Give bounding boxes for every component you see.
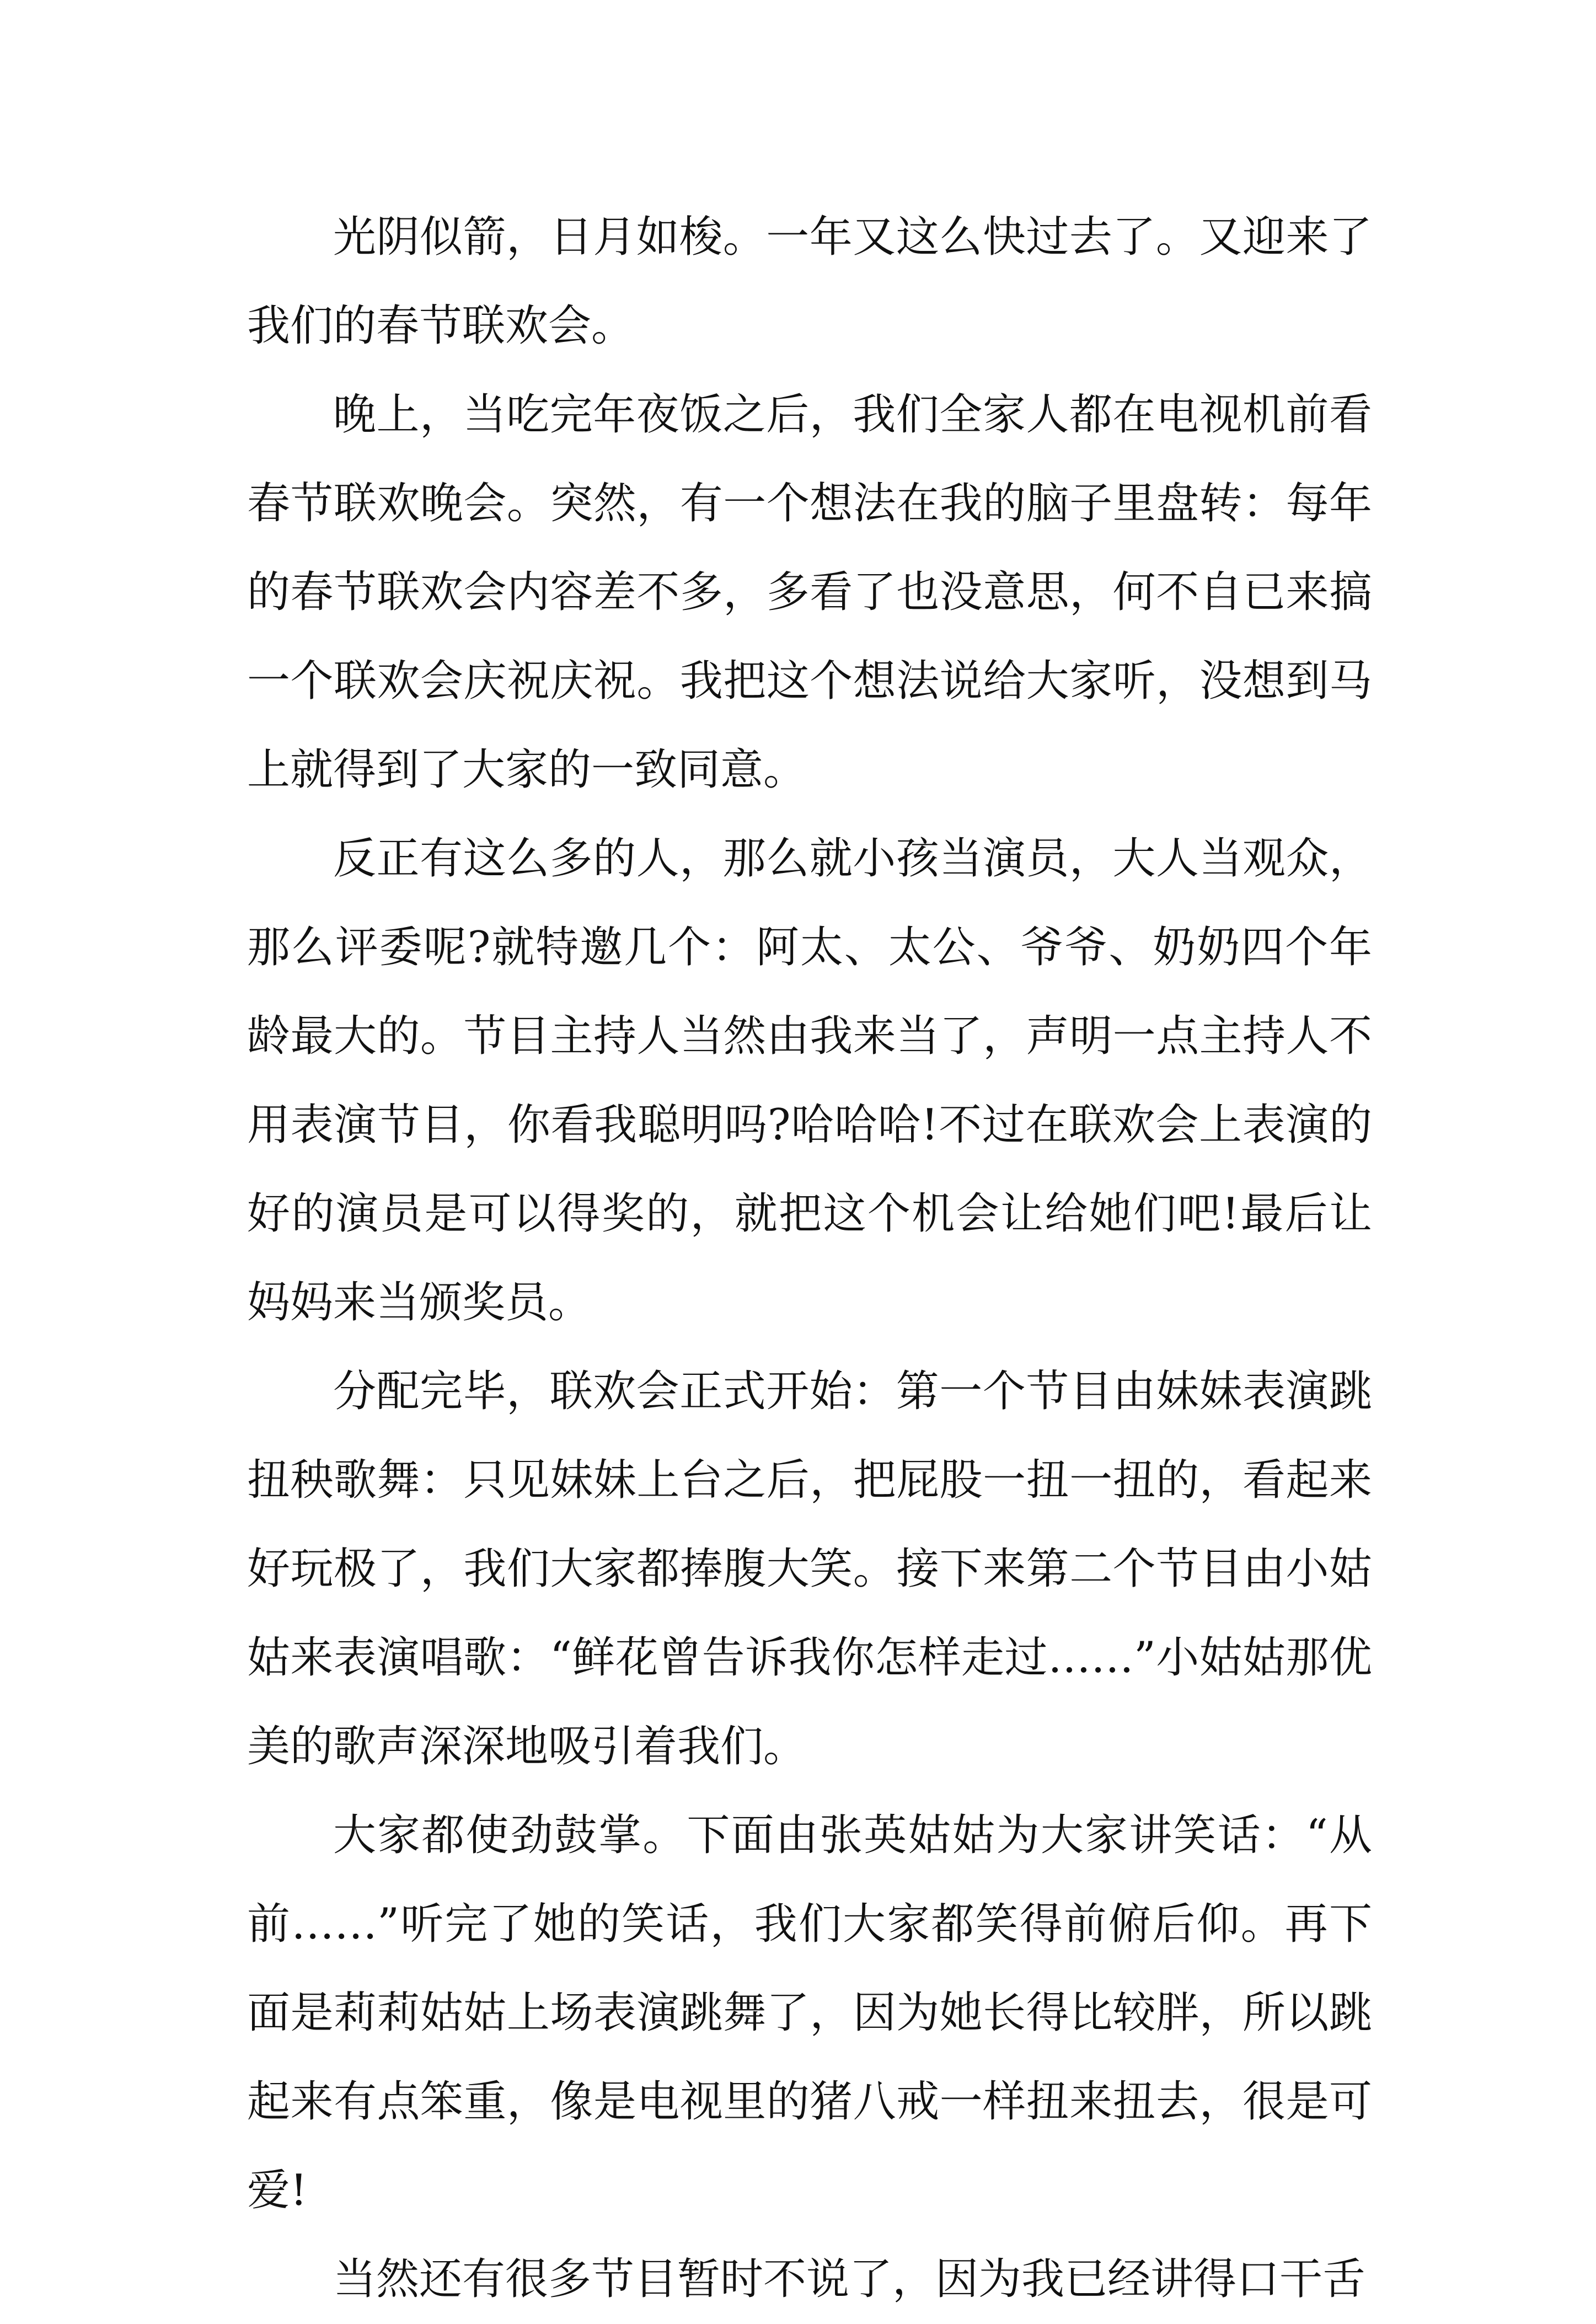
paragraph-1: 光阴似箭，日月如梭。一年又这么快过去了。又迎来了我们的春节联欢会。 [247, 212, 1372, 351]
paragraph-3: 反正有这么多的人，那么就小孩当演员，大人当观众，那么评委呢?就特邀几个：阿太、太公、爷爷、奶奶四个年龄最大的。节目主持人当然由我来当了，声明一点主持人不用表演节目，你看我聪明吗?哈哈哈!不过在联欢会上表演的好的演员是可以得奖的，就把这个机会让给她们吧!最后让妈妈来当颁奖员。 [247, 834, 1372, 1327]
paragraph-4: 分配完毕，联欢会正式开始：第一个节目由妹妹表演跳扭秧歌舞：只见妹妹上台之后，把屁股一扭一扭的，看起来好玩极了，我们大家都捧腹大笑。接下来第二个节目由小姑姑来表演唱歌：“鲜花曾告诉我你怎样走过……”小姑姑那优美的歌声深深地吸引着我们。 [247, 1367, 1372, 1771]
document-body [247, 193, 1372, 2324]
paragraph-5: 大家都使劲鼓掌。下面由张英姑姑为大家讲笑话：“从前……”听完了她的笑话，我们大家都笑得前俯后仰。再下面是莉莉姑姑上场表演跳舞了，因为她长得比较胖，所以跳起来有点笨重，像是电视里的猪八戒一样扭来扭去，很是可爱! [247, 1811, 1372, 2215]
paragraph-2: 晚上，当吃完年夜饭之后，我们全家人都在电视机前看春节联欢晚会。突然，有一个想法在我的脑子里盘转：每年的春节联欢会内容差不多，多看了也没意思，何不自已来搞一个联欢会庆祝庆祝。我把这个想法说给大家听，没想到马上就得到了大家的一致同意。 [247, 390, 1372, 795]
paragraph-6: 当然还有很多节目暂时不说了，因为我已经讲得口干舌 [333, 2255, 1366, 2304]
